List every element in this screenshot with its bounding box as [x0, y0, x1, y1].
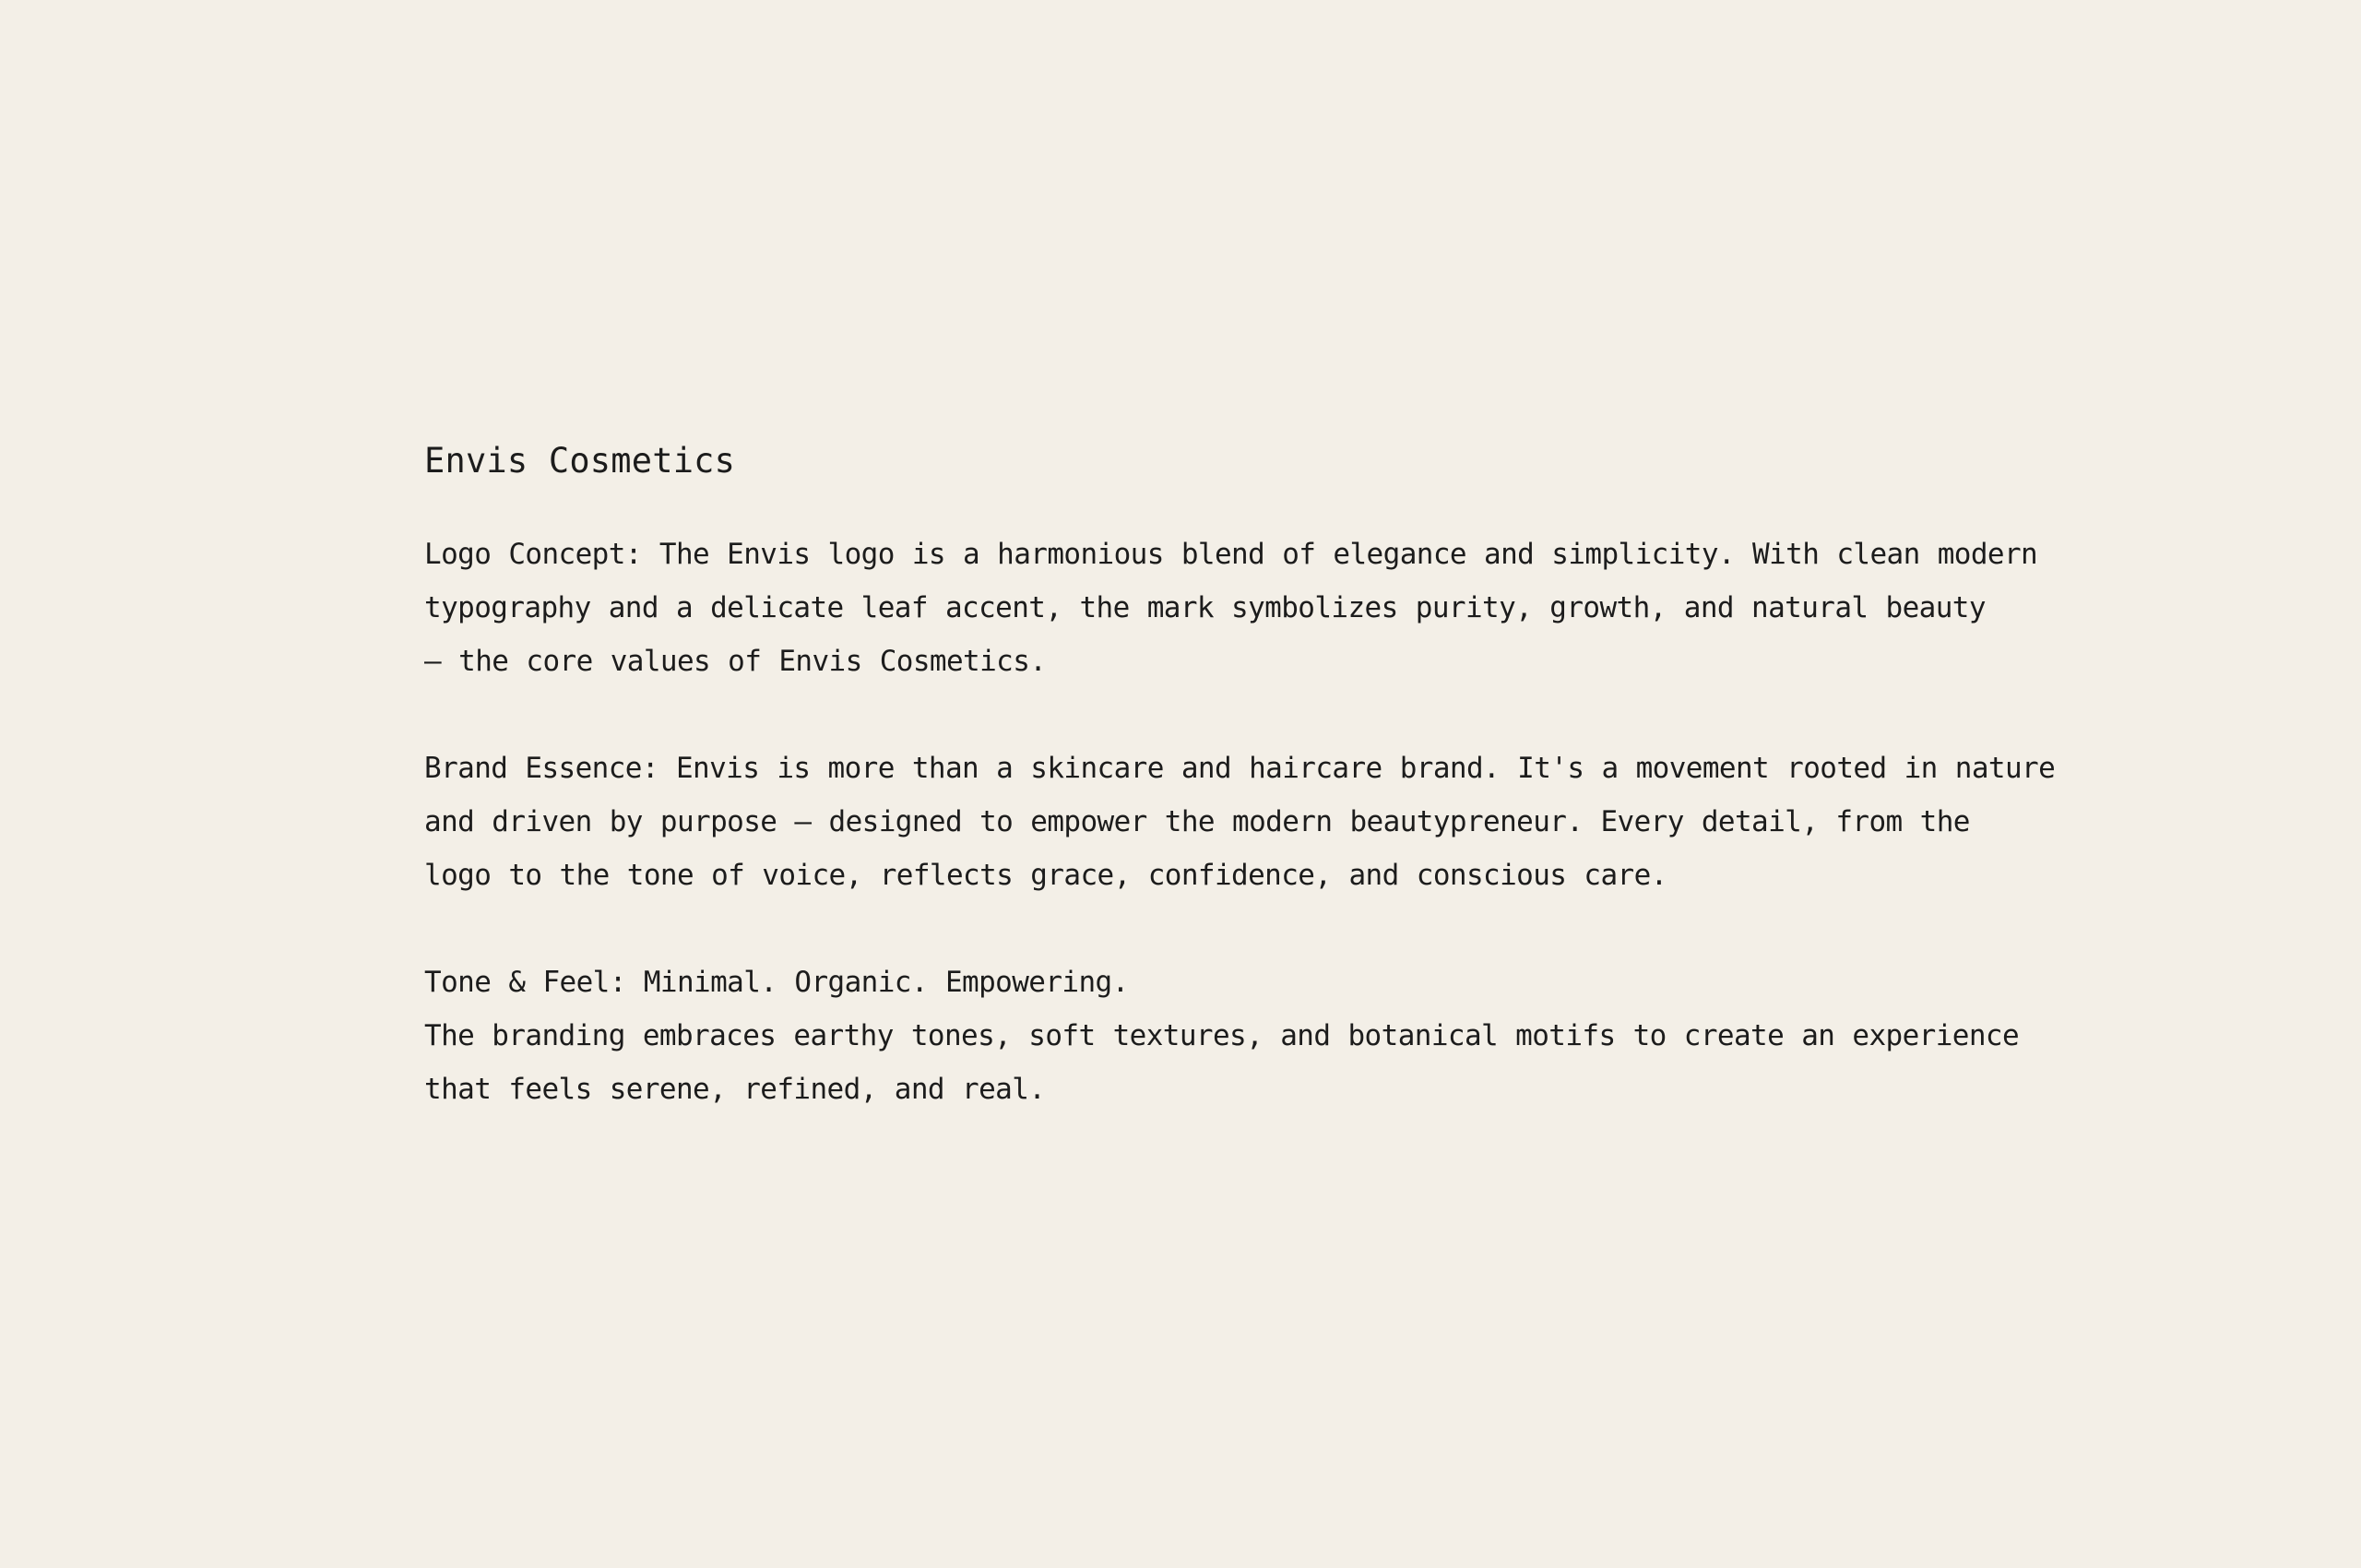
document-content [424, 434, 2056, 1116]
paragraph-line: Tone & Feel: Minimal. Organic. Empowering. [424, 966, 1129, 999]
paragraph-line: and driven by purpose — designed to empower the modern beautypreneur. Every detail, from the [424, 805, 1970, 838]
paragraph-line: logo to the tone of voice, reflects grace, confidence, and conscious care. [424, 859, 1667, 892]
paragraph-line: Brand Essence: Envis is more than a skincare and haircare brand. It's a movement rooted in nature [424, 752, 2056, 785]
document-title: Envis Cosmetics [424, 441, 736, 481]
paragraph-line: that feels serene, refined, and real. [424, 1073, 1046, 1106]
tone-and-feel-paragraph [424, 956, 2020, 1116]
paragraph-line: Logo Concept: The Envis logo is a harmonious blend of elegance and simplicity. With clean modern [424, 538, 2038, 571]
paragraph-line: — the core values of Envis Cosmetics. [424, 645, 1047, 678]
logo-concept-paragraph [424, 528, 2038, 688]
paragraph-line: The branding embraces earthy tones, soft textures, and botanical motifs to create an experience [424, 1019, 2020, 1052]
paragraph-line: typography and a delicate leaf accent, the mark symbolizes purity, growth, and natural beauty [424, 591, 1986, 624]
brand-essence-paragraph [424, 742, 2056, 902]
